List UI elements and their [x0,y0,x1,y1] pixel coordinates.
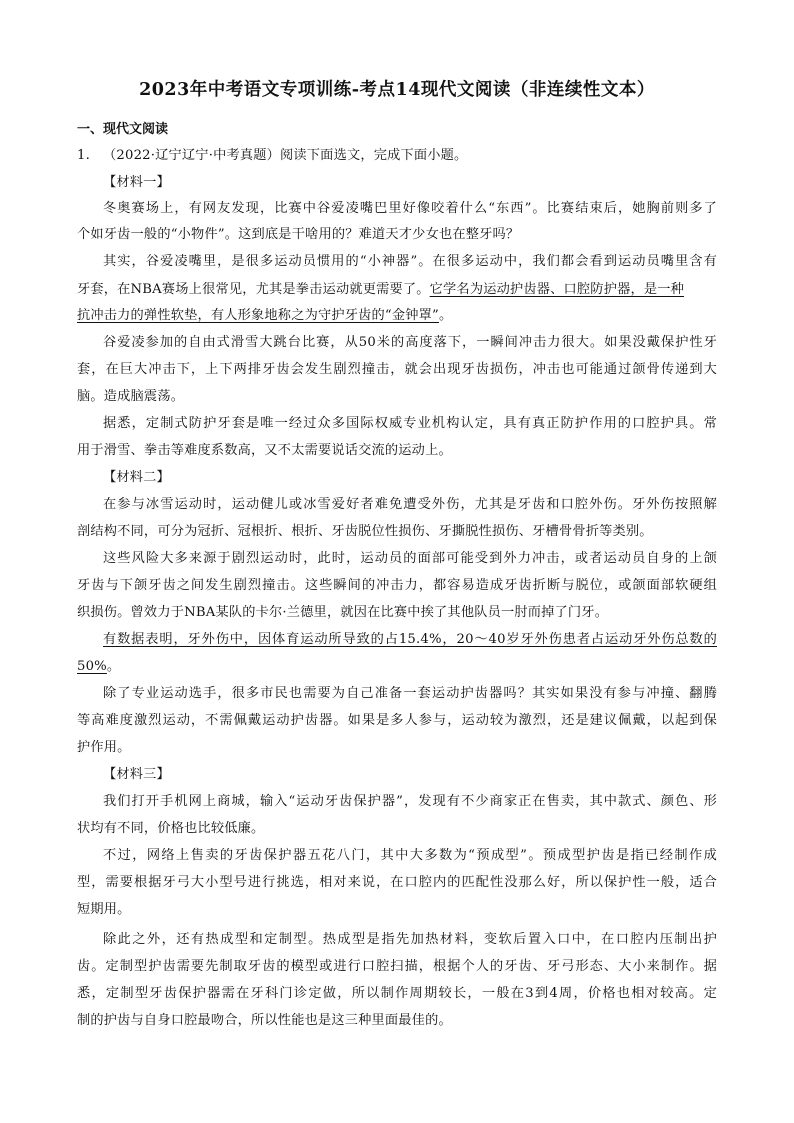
material3-p2-line3: 短期用。 [77,902,131,917]
material1-p2-text: 牙套，在NBA赛场上很常见，尤其是拳击运动就更需要了。 [77,282,430,297]
material1-p2-underlined-start: 它学名为运动护齿器、口腔防护器，是一种 [429,282,685,297]
material1-p4-line1: 据悉，定制式防护牙套是唯一经过众多国际权威专业机构认定，具有真正防护作用的口腔护具。常 [103,416,717,431]
material3-p3-line3: 悉，定制型牙齿保护器需在牙科门诊定做，所以制作周期较长，一般在3到4周，价格也相对较高。定 [77,986,717,1001]
material1-p2-line3 [77,306,717,326]
material1-p1-line2: 个如牙齿一般的“小物件”。这到底是干啥用的？难道天才少女也在整牙吗？ [77,227,520,242]
material1-p2-line1: 其实，谷爱凌嘴里，是很多运动员惯用的“小神器”。在很多运动中，我们都会看到运动员嘴里含有 [103,254,717,269]
material1-p2-period: 。 [438,308,453,323]
material2-p3-period: 。 [106,659,121,674]
material2-p3-line2 [77,657,717,677]
material2-p1-line2: 剖结构不同，可分为冠折、冠根折、根折、牙齿脱位性损伤、牙撕脱性损伤、牙槽骨骨折等类别。 [77,524,653,539]
material3-p1-line2: 状均有不同，价格也比较低廉。 [77,821,265,836]
question-number: 1. [77,148,90,163]
material1-p3-line1: 谷爱凌参加的自由式滑雪大跳台比赛，从50米的高度落下，一瞬间冲击力很大。如果没戴保护性牙 [103,335,717,350]
material2-p2-line3: 织损伤。曾效力于NBA某队的卡尔·兰德里，就因在比赛中挨了其他队员一肘而掉了门牙。 [77,605,609,620]
material2-label: 【材料二】 [103,470,170,485]
material1-p4-line2: 用于滑雪、拳击等难度系数高，又不太需要说话交流的运动上。 [77,443,452,458]
material2-p3-line1: 有数据表明，牙外伤中，因体育运动所导致的占15.4%，20～40岁牙外伤患者占运动牙外伤总数的 [103,632,717,647]
material2-p1-line1: 在参与冰雪运动时，运动健儿或冰雪爱好者难免遭受外伤，尤其是牙齿和口腔外伤。牙外伤按照解 [103,497,717,512]
question-source: （2022·辽宁辽宁·中考真题）阅读下面选文，完成下面小题。 [103,148,468,163]
material3-p1-line1: 我们打开手机网上商城，输入“运动牙齿保护器”，发现有不少商家正在售卖，其中款式、颜色、形 [103,794,717,809]
material3-p3-line1: 除此之外，还有热成型和定制型。热成型是指先加热材料，变软后置入口中，在口腔内压制出护 [103,932,717,947]
material1-p3-line2: 套，在巨大冲击下，上下两排牙齿会发生剧烈撞击，就会出现牙齿损伤，冲击也可能通过颌骨传递到大 [77,362,717,377]
material2-p4-line3: 护作用。 [77,740,131,755]
material2-p3-underlined-end: 50% [77,659,107,674]
material3-p2-line1: 不过，网络上售卖的牙齿保护器五花八门，其中大多数为“预成型”。预成型护齿是指已经制作成 [103,848,717,863]
section-heading: 一、现代文阅读 [77,122,169,137]
material2-p2-line1: 这些风险大多来源于剧烈运动时，此时，运动员的面部可能受到外力冲击，或者运动员自身的上颌 [103,551,717,566]
material3-p3-line2: 齿。定制型护齿需要先制取牙齿的模型或进行口腔扫描，根据个人的牙齿、牙弓形态、大小来制作。据 [77,959,717,974]
material2-p2-line2: 牙齿与下颌牙齿之间发生剧烈撞击。这些瞬间的冲击力，都容易造成牙齿折断与脱位，或颌面部软硬组 [77,578,717,593]
document-title: 2023年中考语文专项训练-考点14现代文阅读（非连续性文本） [139,80,655,100]
material3-label: 【材料三】 [103,767,170,782]
material1-p2-line2 [77,280,717,300]
material1-p2-underlined-end: 抗冲击力的弹性软垫，有人形象地称之为守护牙齿的“金钟罩” [77,308,439,323]
material1-p3-line3: 脑。造成脑震荡。 [77,389,185,404]
material2-p4-line1: 除了专业运动选手，很多市民也需要为自己准备一套运动护齿器吗？其实如果没有参与冲撞、翻腾 [103,686,717,701]
material1-p1-line1: 冬奥赛场上，有网友发现，比赛中谷爱凌嘴巴里好像咬着什么“东西”。比赛结束后，她胸前则多了 [103,201,717,216]
material2-p4-line2: 等高难度激烈运动，不需佩戴运动护齿器。如果是多人参与，运动较为激烈，还是建议佩戴，以起到保 [77,713,717,728]
material1-label: 【材料一】 [103,175,170,190]
material3-p3-line4: 制的护齿与自身口腔最吻合，所以性能也是这三种里面最佳的。 [77,1013,452,1028]
material3-p2-line2: 型，需要根据牙弓大小型号进行挑选，相对来说，在口腔内的匹配性没那么好，所以保护性一般，适合 [77,875,717,890]
